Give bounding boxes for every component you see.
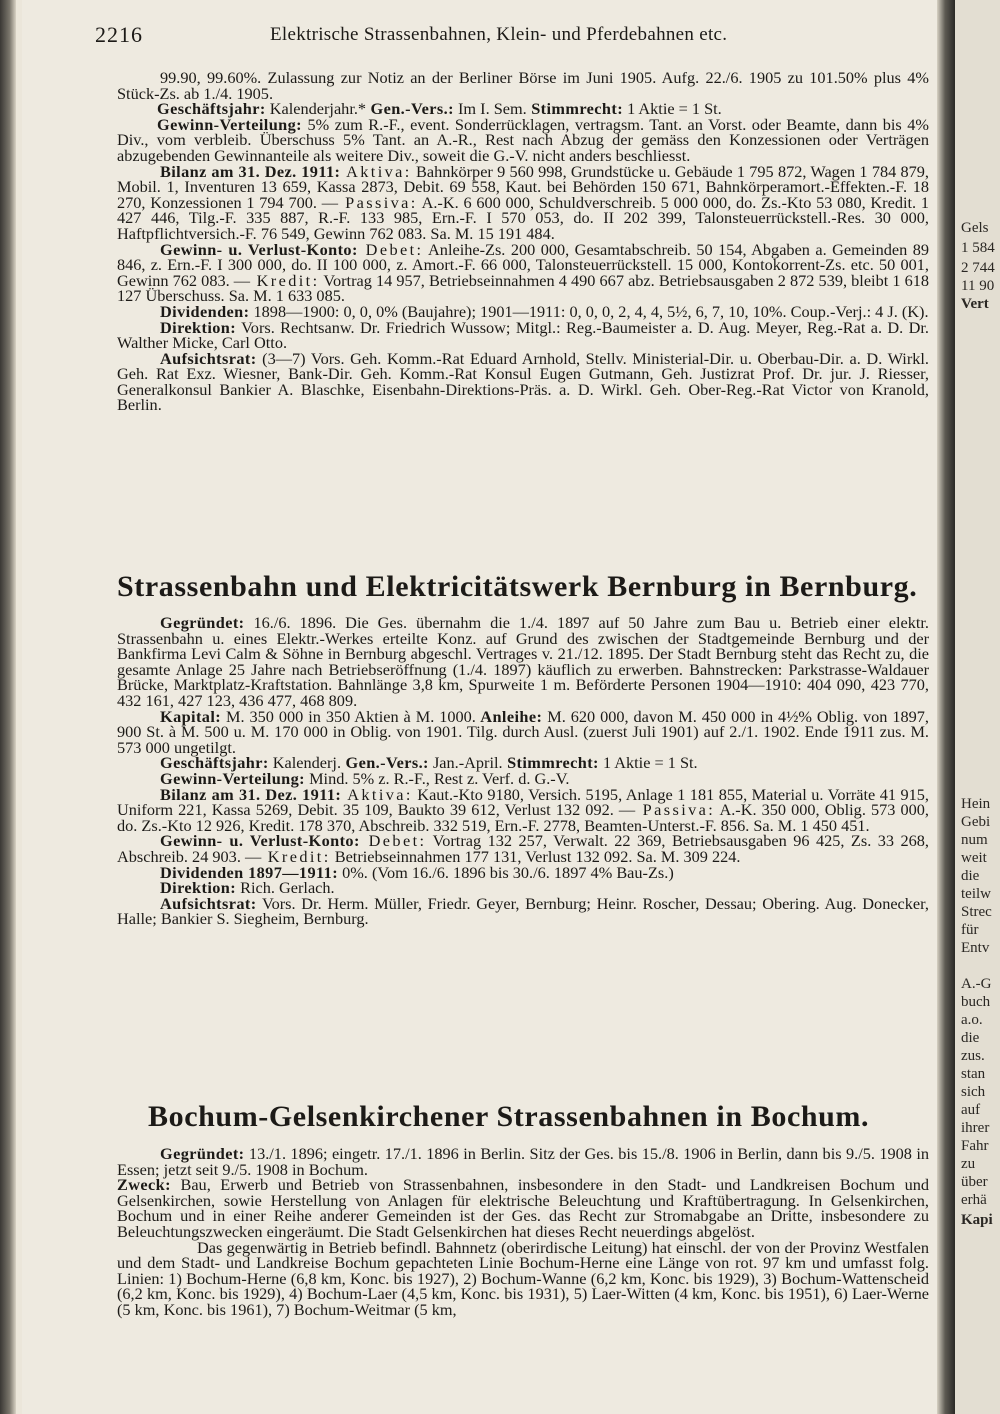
balance-paragraph xyxy=(117,784,929,835)
label: Bilanz am 31. Dez. 1911: xyxy=(160,784,342,804)
text: Betriebseinnahmen 177 131, Verlust 132 092. Sa. M. 309 224. xyxy=(330,846,741,866)
text: Vors. Dr. Herm. Müller, Friedr. Geyer, Bernburg; Heinr. Roscher, Dessau; Obering. Aug. Donecker, Halle; Bankier S. Siegheim, Bernburg. xyxy=(117,893,929,929)
fragment-line: Fahr xyxy=(961,1138,989,1154)
text: 13./1. 1896; eingetr. 17./1. 1896 in Berlin. Sitz der Ges. bis 15./8. 1906 in Berlin, dann bis 9./5. 1908 in Essen; jetzt seit 9./5. 1908 in Bochum. xyxy=(117,1144,929,1179)
spaced-label: Debet: xyxy=(359,831,427,851)
bochum-entry xyxy=(117,1146,929,1318)
label: Gegründet: xyxy=(160,1144,245,1163)
fragment-line: buch xyxy=(961,994,991,1010)
adjacent-page-fragment xyxy=(955,0,1000,1414)
text: Vortrag 132 257, Verwalt. 22 369, Betriebsausgaben 96 425, Zs. 33 268, Abschreib. 24 903. — xyxy=(117,831,929,866)
profit-distribution-paragraph xyxy=(117,114,929,165)
text: 16./6. 1896. Die Ges. übernahm die 1./4. 1897 auf 50 Jahre zum Bau u. Betrieb einer elektr. Strassenbahn u. eines Elektr.-Werkes erteilte Konz. auf Grund des zwischen der Stadtgemeinde Bernburg und der Bankfirma Levi Calm & Söhne in Bernburg abgeschl. Vertrages v. 21./12. 1895. Der Stadt Bernburg steht das Recht zu, die gesamte Anlage 25 Jahre nach Betriebseröffnung (1./4. 1897) käuflich zu erwerben. Bahnstrecken: Parkstrasse-Waldauer Brücke, Marktplatz-Kraftstation. Bahnlänge 3,8 km, Spurweite 1 m. Beförderte Personen 1904—1910: 404 090, 423 770, 432 161, 427 123, 436 477, 468 809. xyxy=(117,613,929,710)
fragment-line: zu xyxy=(961,1156,976,1172)
fragment-line: num xyxy=(961,832,988,848)
text: 1 Aktie = 1 St. xyxy=(598,753,698,773)
label: Aufsichtsrat: xyxy=(160,893,257,913)
fragment-line: Entv xyxy=(961,940,990,956)
spaced-label: Passiva: xyxy=(635,800,716,820)
fragment-line: a.o. xyxy=(961,1012,983,1028)
network-paragraph xyxy=(117,1237,929,1319)
label: Gewinn- u. Verlust-Konto: xyxy=(160,239,358,259)
supervisory-board-paragraph xyxy=(117,893,929,929)
running-title: Elektrische Strassenbahnen, Klein- und Pferdebahnen etc. xyxy=(270,24,728,45)
fragment-line: Gebi xyxy=(961,814,991,830)
label: Dividenden 1897—1911: xyxy=(160,862,339,882)
spaced-label: Passiva: xyxy=(338,192,418,212)
bernburg-entry xyxy=(117,615,929,927)
spaced-label: Kredit: xyxy=(250,270,320,290)
fragment-line: weit xyxy=(961,850,987,866)
listing-paragraph xyxy=(117,70,929,101)
fragment-line: sich xyxy=(961,1084,986,1100)
page-header xyxy=(95,22,915,52)
text: Bahnkörper 9 560 998, Grundstücke u. Gebäude 1 795 872, Wagen 1 784 879, Mobil. 1, Inventuren 13 659, Kassa 2873, Debit. 69 558, Kaut. bei Behörden 150 671, Bahnkörperamort.-Effekten.-F. 18 270, Konzessionen 1 794 700. — xyxy=(117,161,929,212)
text: Anleihe-Zs. 200 000, Gesamtabschreib. 50 154, Abgaben a. Gemeinden 89 846, z. Ern.-F. I 300 000, do. II 100 000, z. Amort.-F. 66 000, Talonsteuerrückstell. 15 000, Kontokorrent-Zs. etc. 50 001, Gewinn 762 083. — xyxy=(117,239,929,290)
fragment-line: Kapi xyxy=(961,1212,993,1228)
text: Mind. 5% z. R.-F., Rest z. Verf. d. G.-V. xyxy=(305,768,570,788)
label: Zweck: xyxy=(117,1175,171,1195)
fragment-line: stan xyxy=(961,1066,986,1082)
text: Vors. Rechtsanw. Dr. Friedrich Wussow; Mitgl.: Reg.-Baumeister a. D. Aug. Meyer, Reg.-Rat a. D. Dr. Walther Micke, Carl Otto. xyxy=(117,317,929,353)
text: 5% zum R.-F., event. Sonderrücklagen, vertragsm. Tant. an Vorst. oder Beamte, dann bis 4% Div., vom verbleib. Überschuss 5% Tant. an A.-R., Rest nach Abzug der gemäss den Konzessionen oder Verträgen abzugebenden Gewinnanteile als weitere Div., soweit die G.-V. nicht anders beschliesst. xyxy=(117,114,929,165)
scan-edge xyxy=(0,0,16,1414)
text: 1 Aktie = 1 St. xyxy=(623,99,722,119)
section-title-bernburg: Strassenbahn und Elektricitätswerk Bernburg in Bernburg. xyxy=(117,570,918,603)
label: Gewinn- u. Verlust-Konto: xyxy=(160,831,360,851)
text: 0%. (Vom 16./6. 1896 bis 30./6. 1897 4% Bau-Zs.) xyxy=(338,862,674,882)
label: Direktion: xyxy=(160,317,237,337)
text: Bau, Erwerb und Betrieb von Strassenbahnen, insbesondere in den Stadt- und Landkreisen Bochum und Gelsenkirchen, sowie Herstellung von Anlagen für elektrische Beleuchtung und Kraftübertragung. In Gelsenkirchen, Bochum und in einer Reihe anderer Gemeinden ist der Ges. das Recht zur Stromabgabe an Dritte, insbesondere zu Beleuchtungszwecken eingeräumt. Die Stadt Gelsenkirchen hat dieses Recht neuerdings abgelöst. xyxy=(117,1175,929,1241)
text: Rich. Gerlach. xyxy=(236,878,335,898)
fragment-line: zus. xyxy=(961,1048,985,1064)
label: Gewinn-Verteilung: xyxy=(157,114,302,134)
fragment-line: auf xyxy=(961,1102,981,1118)
label: Gegründet: xyxy=(160,613,245,632)
label: Stimmrecht: xyxy=(526,99,624,119)
fragment-line: für xyxy=(961,922,979,938)
fragment-line: 11 90 xyxy=(961,278,995,294)
text: Im I. Sem. xyxy=(453,99,527,119)
text: Kaut.-Kto 9180, Versich. 5195, Anlage 1 181 855, Material u. Vorräte 41 915, Uniform 221, Kassa 5269, Debit. 35 109, Baukto 39 612, Verlust 132 092. — xyxy=(117,784,929,820)
fragment-line: 1 584 xyxy=(961,240,995,256)
fragment-line: 2 744 xyxy=(961,260,995,276)
label: Geschäftsjahr: xyxy=(160,753,269,773)
label: Direktion: xyxy=(160,878,237,898)
text: A.-K. 350 000, Oblig. 573 000, do. Zs.-Kto 12 926, Kredit. 178 370, Abschreib. 332 519, Ern.-F. 2778, Beamten-Unterst.-F. 856. Sa. M. 1 450 451. xyxy=(117,800,929,835)
text: Jan.-April. xyxy=(428,753,503,773)
text: M. 620 000, davon M. 450 000 in 4½% Oblig. von 1897, 900 St. à M. 500 u. M. 170 000 in Oblig. von 1901. Tilg. durch Ausl. (zuerst Juli 1901) auf 2./1. 1902. Ende 1911 zus. M. 573 000 ungetilgt. xyxy=(117,706,930,757)
text: A.-K. 6 600 000, Schuldverschreib. 5 000 000, do. Zs.-Kto 53 080, Kredit. 1 427 446, Tilg.-F. 335 887, R.-F. 133 985, Ern.-F. I 570 053, do. II 202 399, Talonsteuerrückstell.-Res. 30 000, Haftpflichtversich.-F. 76 549, Gewinn 762 083. Sa. M. 15 191 484. xyxy=(117,192,929,243)
spaced-label: Aktiva: xyxy=(341,784,413,804)
label: Gen.-Vers.: xyxy=(341,753,429,773)
fragment-line: über xyxy=(961,1174,988,1190)
spaced-label: Debet: xyxy=(357,239,424,259)
label: Stimmrecht: xyxy=(502,753,599,773)
fragment-line: Gels xyxy=(961,220,989,236)
spaced-label: Aktiva: xyxy=(340,161,412,181)
fragment-line: erhä xyxy=(961,1192,987,1208)
text: Kalenderj. xyxy=(268,753,342,773)
text: Vortrag 14 957, Betriebseinnahmen 4 490 667 abz. Betriebsausgaben 2 872 539, bleibt 1 618 127 Überschuss. Sa. M. 1 633 085. xyxy=(117,270,930,306)
fragment-line: A.-G xyxy=(961,976,992,992)
label: Geschäftsjahr: xyxy=(157,99,266,119)
supervisory-board-paragraph xyxy=(117,348,929,415)
label: Gewinn-Verteilung: xyxy=(160,768,305,788)
text: 1898—1900: 0, 0, 0% (Baujahre); 1901—1911: 0, 0, 0, 2, 4, 4, 5½, 6, 7, 10, 10%. Coup.-Verj.: 4 J. (K). xyxy=(249,301,929,321)
fragment-line: ihrer xyxy=(961,1120,990,1136)
purpose-paragraph xyxy=(117,1177,929,1239)
balance-paragraph xyxy=(117,161,929,243)
fragment-line: die xyxy=(961,1030,980,1046)
label: Aufsichtsrat: xyxy=(160,348,257,368)
fragment-line: Hein xyxy=(961,796,991,812)
text: Das gegenwärtig in Betrieb befindl. Bahnnetz (oberirdische Leitung) hat einschl. der von der Provinz Westfalen und dem Stadt- und Landkreise Bochum gepachteten Linie Bochum-Herne eine Länge von rot. 97 km und umfasst folg. Linien: 1) Bochum-Herne (6,8 km, Konc. bis 1927), 2) Bochum-Wanne (6,2 km, Konc. bis 1929), 3) Bochum-Wattenscheid (6,2 km, Konc. bis 1929), 4) Bochum-Laer (4,5 km, Konc. bis 1931), 5) Laer-Witten (4 km, Konc. bis 1951), 6) Laer-Werne (5 km, Konc. bis 1961), 7) Bochum-Weitmar (5 km, xyxy=(117,1237,929,1319)
spaced-label: Kredit: xyxy=(261,846,331,866)
prev-entry xyxy=(117,70,929,413)
listing-text: 99.90, 99.60%. Zulassung zur Notiz an der Berliner Börse im Juni 1905. Aufg. 22./6. 1905 zu 101.50% plus 4% Stück-Zs. ab 1./4. 1905. xyxy=(117,68,929,103)
text: M. 350 000 in 350 Aktien à M. 1000. xyxy=(221,706,476,726)
label: Kapital: xyxy=(160,706,222,726)
label: Anleihe: xyxy=(475,706,543,726)
book-gutter xyxy=(937,0,955,1414)
founded-paragraph xyxy=(117,1146,929,1177)
fragment-line: die xyxy=(961,868,980,884)
text: (3—7) Vors. Geh. Komm.-Rat Eduard Arnhold, Stellv. Ministerial-Dir. u. Oberbau-Dir. a. D. Wirkl. Geh. Rat Exz. Wiesner, Bank-Dir. Geh. Komm.-Rat Konsul Eugen Gutmann, Geh. Justizrat Prof. Dr. jur. J. Riesser, Generalkonsul Bankier A. Blaschke, Eisenbahn-Direktions-Präs. a. D. Wirkl. Geh. Ober-Reg.-Rat Victor von Kranold, Berlin. xyxy=(117,348,929,415)
fragment-line: Vert xyxy=(961,296,989,312)
capital-paragraph xyxy=(117,706,930,757)
fragment-line: Strec xyxy=(961,904,992,920)
label: Dividenden: xyxy=(160,301,250,321)
profit-loss-paragraph xyxy=(117,833,929,864)
label: Bilanz am 31. Dez. 1911: xyxy=(160,161,341,181)
profit-loss-paragraph xyxy=(117,239,930,306)
fragment-line: teilw xyxy=(961,886,991,902)
text: Kalenderjahr.* xyxy=(265,99,367,119)
section-title-bochum: Bochum-Gelsenkirchener Strassenbahnen in Bochum. xyxy=(148,1100,870,1133)
management-paragraph xyxy=(117,317,929,353)
page-number: 2216 xyxy=(95,22,143,47)
founded-paragraph xyxy=(117,615,929,709)
label: Gen.-Vers.: xyxy=(366,99,454,119)
